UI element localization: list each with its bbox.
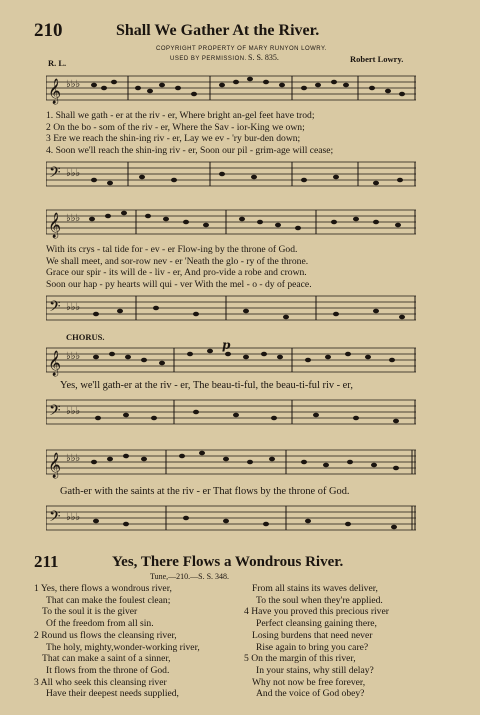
hymn2-title: Yes, There Flows a Wondrous River. <box>112 554 344 570</box>
hymn2-line: 2 Round us flows the cleansing river, <box>34 629 177 641</box>
verse3-line1: 3 Ere we reach the shin-ing riv - er, Lay we ev - 'ry bur-den down; <box>46 133 301 145</box>
staff-chorus1-treble <box>46 342 416 382</box>
hymn2-line: 5 On the margin of this river, <box>244 653 356 665</box>
svg-text:𝄞: 𝄞 <box>48 351 62 376</box>
hymn2-line: To the soul when they're applied. <box>256 594 383 606</box>
staff-chorus1-bass <box>46 394 416 434</box>
staff-system1-bass <box>46 156 416 196</box>
svg-text:♭♭♭: ♭♭♭ <box>66 302 81 313</box>
hymn2-left-column <box>34 583 200 700</box>
chorus-lyric-line1: Yes, we'll gath-er at the riv - er, The beau-ti-ful, the beau-ti-ful riv - er, <box>60 380 353 391</box>
svg-text:♭♭♭: ♭♭♭ <box>66 79 81 90</box>
svg-text:♭♭♭: ♭♭♭ <box>66 168 81 179</box>
svg-text:𝄢: 𝄢 <box>49 298 61 319</box>
hymn2-number: 211 <box>34 552 59 571</box>
hymn2-line: Why not now be free forever, <box>252 676 366 688</box>
verse4-line1: 4. Soon we'll reach the shin-ing riv - er, Soon our pil - grim-age will cease; <box>46 144 334 156</box>
verse-lyrics-line2 <box>46 244 418 290</box>
svg-text:♭♭♭: ♭♭♭ <box>66 512 81 523</box>
staff-chorus2-treble <box>46 444 416 484</box>
svg-text:♭♭♭: ♭♭♭ <box>66 453 81 464</box>
permission-line: USED BY PERMISSION. <box>170 56 247 62</box>
verse2-line2: We shall meet, and sor-row nev - er 'Neath the glo - ry of the throne. <box>46 255 309 267</box>
hymn2-line: Rise again to bring you care? <box>256 641 369 653</box>
hymn2-line: That can make a saint of a sinner, <box>42 653 171 665</box>
hymn2-line: Have their deepest needs supplied, <box>46 688 179 700</box>
svg-text:𝄞: 𝄞 <box>48 213 62 238</box>
copyright-line: COPYRIGHT PROPERTY OF MARY RUNYON LOWRY. <box>156 46 327 52</box>
staff-system2-bass <box>46 290 416 330</box>
author-initials: R. L. <box>48 58 67 68</box>
hymn2-line: In your stains, why still delay? <box>256 664 374 676</box>
chorus-lyric-line2: Gath-er with the saints at the riv - er That flows by the throne of God. <box>60 486 350 497</box>
svg-text:𝄢: 𝄢 <box>49 508 61 529</box>
verse2-line1: 2 On the bo - som of the riv - er, Where the Sav - ior-King we own; <box>46 121 305 133</box>
staff-chorus2-bass <box>46 500 416 540</box>
svg-text:𝄞: 𝄞 <box>48 79 62 104</box>
svg-text:𝄢: 𝄢 <box>49 164 61 185</box>
hymn2-line: It flows from the throne of God. <box>46 664 170 676</box>
svg-text:𝄞: 𝄞 <box>48 453 62 478</box>
hymn2-line: Perfect cleansing gaining there, <box>256 618 377 630</box>
hymn2-line: 3 All who seek this cleansing river <box>34 676 167 688</box>
ss-reference: S. S. 835. <box>248 53 279 62</box>
verse-lyrics-line1 <box>46 110 418 156</box>
hymn2-line: 1 Yes, there flows a wondrous river, <box>34 583 172 594</box>
svg-text:♭♭♭: ♭♭♭ <box>66 406 81 417</box>
verse1-line2: With its crys - tal tide for - ev - er Flow-ing by the throne of God. <box>46 244 298 255</box>
hymn2-line: 4 Have you proved this precious river <box>244 606 389 618</box>
hymn-title: Shall We Gather At the River. <box>116 22 320 39</box>
verse3-line2: Grace our spir - its will de - liv - er, And pro-vide a robe and crown. <box>46 267 307 279</box>
chorus-label: CHORUS. <box>66 332 105 342</box>
dynamic-marking: p <box>222 338 231 352</box>
hymn2-line: From all stains its waves deliver, <box>252 583 378 594</box>
hymn2-right-column <box>244 583 389 700</box>
verse4-line2: Soon our hap - py hearts will qui - ver With the mel - o - dy of peace. <box>46 278 312 290</box>
hymn-number: 210 <box>34 20 63 41</box>
verse1-line1: 1. Shall we gath - er at the riv - er, Where bright an-gel feet have trod; <box>46 110 315 121</box>
hymn2-line: Of the freedom from all sin. <box>46 618 154 630</box>
svg-text:♭♭♭: ♭♭♭ <box>66 213 81 224</box>
hymn2-tune: Tune,—210.—S. S. 348. <box>150 572 230 581</box>
staff-system1-treble <box>46 70 416 110</box>
hymn2-line: And the voice of God obey? <box>256 688 365 700</box>
hymn2-line: The holy, mighty,wonder-working river, <box>46 641 200 653</box>
hymn2-line: Losing burdens that need never <box>252 629 373 641</box>
staff-system2-treble <box>46 204 416 244</box>
hymn2-line: That can make the foulest clean; <box>46 594 171 606</box>
composer-name: Robert Lowry. <box>350 54 404 64</box>
svg-text:♭♭♭: ♭♭♭ <box>66 351 81 362</box>
svg-text:𝄢: 𝄢 <box>49 402 61 423</box>
hymn2-line: To the soul it is the giver <box>42 606 138 618</box>
